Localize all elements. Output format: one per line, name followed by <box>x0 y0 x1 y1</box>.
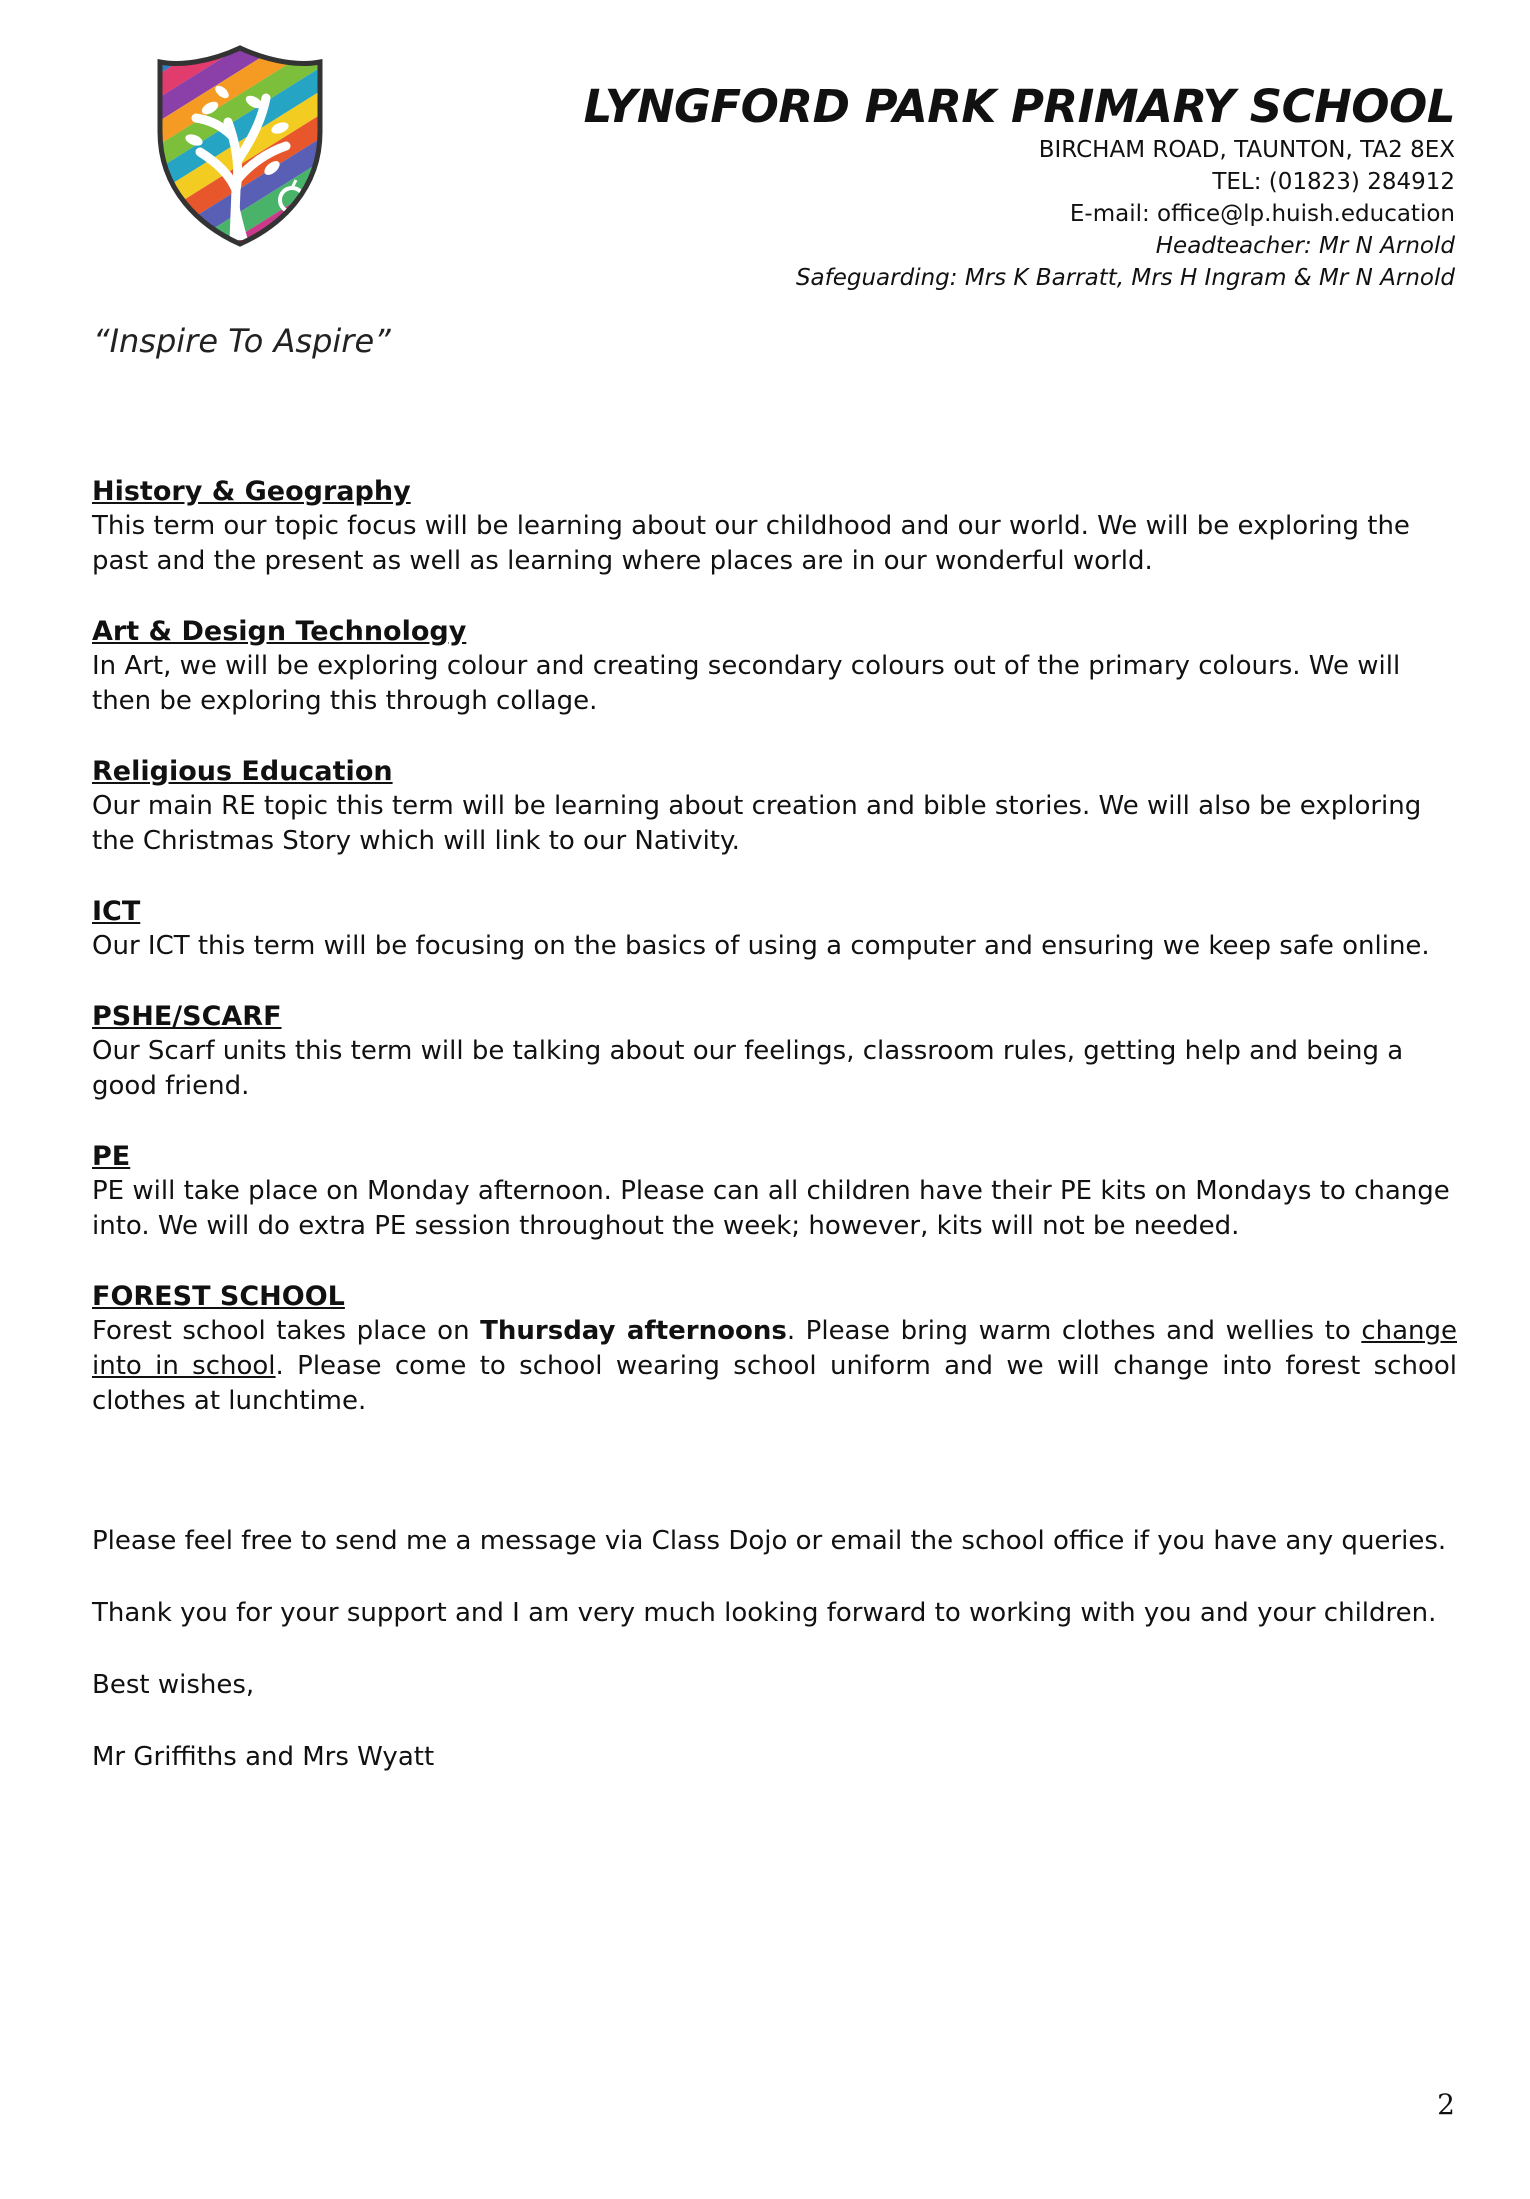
section-text: Our main RE topic this term will be learning about creation and bible stories. We will also be exploring the Christmas Story which will link to our Nativity. <box>92 791 1422 856</box>
text-run: Forest school takes place on <box>92 1316 481 1346</box>
underlined-text: change into in school <box>92 1316 1458 1381</box>
section-text: Our ICT this term will be focusing on the basics of using a computer and ensuring we keep safe online. <box>92 931 1430 961</box>
section-art-design <box>92 614 1457 719</box>
school-name: LYNGFORD PARK PRIMARY SCHOOL <box>583 80 1455 133</box>
section-heading: FOREST SCHOOL <box>92 1281 345 1312</box>
section-text: This term our topic focus will be learning about our childhood and our world. We will be exploring the past and the present as well as learning where places are in our wonderful world. <box>92 511 1410 576</box>
section-forest-school <box>92 1279 1457 1419</box>
school-telephone: TEL: (01823) 284912 <box>1212 169 1455 195</box>
section-heading: Art & Design Technology <box>92 616 467 647</box>
school-address: BIRCHAM ROAD, TAUNTON, TA2 8EX <box>1038 137 1455 163</box>
queries-text: Please feel free to send me a message via Class Dojo or email the school office if you have any queries. <box>92 1526 1447 1556</box>
section-religious-education <box>92 754 1457 859</box>
sign-off: Best wishes, <box>92 1670 255 1700</box>
section-heading: PE <box>92 1141 131 1172</box>
signature: Mr Griffiths and Mrs Wyatt <box>92 1742 435 1772</box>
section-text: PE will take place on Monday afternoon. Please can all children have their PE kits on Mondays to change into. We will do extra PE session throughout the week; however, kits will not be needed. <box>92 1176 1450 1241</box>
section-ict <box>92 894 1457 964</box>
letter-body <box>92 474 1457 1454</box>
thanks-text: Thank you for your support and I am very much looking forward to working with you and your children. <box>92 1598 1437 1628</box>
letterhead <box>455 80 1455 294</box>
safeguarding: Safeguarding: Mrs K Barratt, Mrs H Ingram & Mr N Arnold <box>795 265 1455 291</box>
section-text <box>92 1314 1457 1419</box>
headteacher: Headteacher: Mr N Arnold <box>1155 233 1455 259</box>
section-heading: History & Geography <box>92 476 411 507</box>
section-heading: PSHE/SCARF <box>92 1001 282 1032</box>
bold-text: Thursday afternoons <box>480 1316 787 1346</box>
text-run: . Please come to school wearing school uniform and we will change into forest school clothes at lunchtime. <box>92 1351 1457 1416</box>
letter-closing <box>92 1524 1457 1812</box>
section-text: In Art, we will be exploring colour and creating secondary colours out of the primary colours. We will then be exploring this through collage. <box>92 651 1401 716</box>
section-pshe-scarf <box>92 999 1457 1104</box>
school-email: E-mail: office@lp.huish.education <box>1069 201 1455 227</box>
text-run: . Please bring warm clothes and wellies to <box>786 1316 1362 1346</box>
section-text: Our Scarf units this term will be talking about our feelings, classroom rules, getting help and being a good friend. <box>92 1036 1404 1101</box>
school-crest-tree-icon <box>150 40 330 252</box>
page-number: 2 <box>1437 2088 1455 2121</box>
section-pe <box>92 1139 1457 1244</box>
section-history-geography <box>92 474 1457 579</box>
section-heading: Religious Education <box>92 756 393 787</box>
section-heading: ICT <box>92 896 141 927</box>
school-motto: “Inspire To Aspire” <box>93 322 391 360</box>
